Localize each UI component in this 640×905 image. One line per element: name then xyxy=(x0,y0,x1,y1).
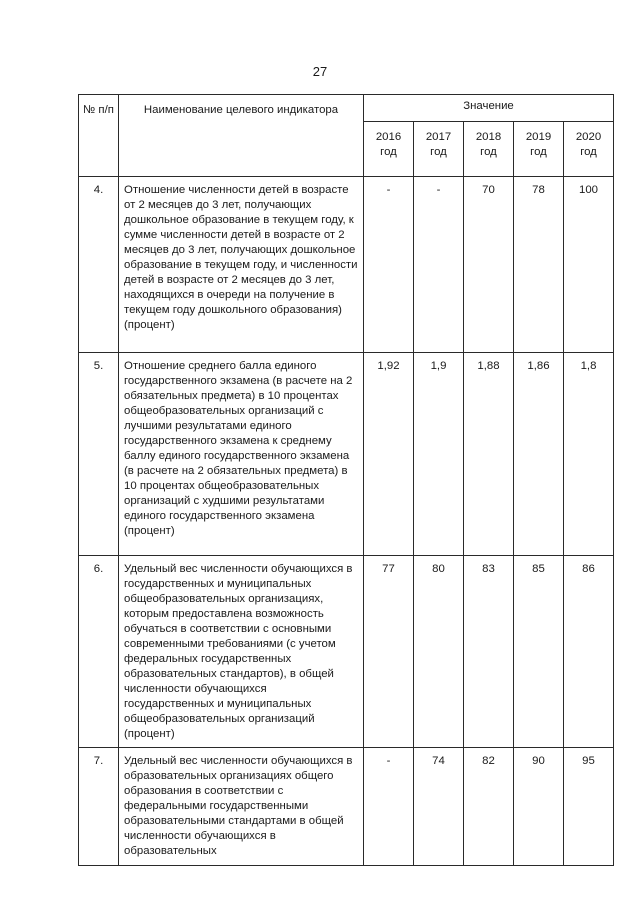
table-row xyxy=(79,353,614,556)
value-cell: 1,86 xyxy=(514,353,564,556)
year-label: 2019 xyxy=(525,131,552,143)
value-cell: - xyxy=(364,177,414,353)
row-number: 5. xyxy=(79,353,119,556)
table-row xyxy=(79,177,614,353)
table-row xyxy=(79,748,614,866)
header-year xyxy=(564,122,614,177)
value-cell: 74 xyxy=(414,748,464,866)
row-number: 6. xyxy=(79,556,119,748)
row-number: 7. xyxy=(79,748,119,866)
header-year xyxy=(464,122,514,177)
value-cell: 86 xyxy=(564,556,614,748)
value-cell: 100 xyxy=(564,177,614,353)
year-unit: год xyxy=(580,146,597,158)
table-row xyxy=(79,556,614,748)
value-cell: 83 xyxy=(464,556,514,748)
header-year xyxy=(414,122,464,177)
row-number: 4. xyxy=(79,177,119,353)
value-cell: 1,9 xyxy=(414,353,464,556)
value-cell: 1,8 xyxy=(564,353,614,556)
indicator-name: Удельный вес численности обучающихся в образовательных организациях общего образования в соответствии с федеральными государственными образовательными стандартами в общей численности обучающихся в образовательных xyxy=(119,748,364,866)
value-cell: 82 xyxy=(464,748,514,866)
year-label: 2020 xyxy=(575,131,602,143)
value-cell: 80 xyxy=(414,556,464,748)
header-year xyxy=(364,122,414,177)
year-label: 2016 xyxy=(375,131,402,143)
year-label: 2018 xyxy=(475,131,502,143)
value-cell: - xyxy=(414,177,464,353)
value-cell: 1,92 xyxy=(364,353,414,556)
indicator-name: Отношение численности детей в возрасте от 2 месяцев до 3 лет, получающих дошкольное образование в текущем году, к сумме численности детей в возрасте от 2 месяцев до 3 лет, получающих дошкольное образование в текущем году, и численности детей в возрасте от 2 месяцев до 3 лет, находящихся в очереди на получение в текущем году дошкольного образования) (процент) xyxy=(119,177,364,353)
header-name: Наименование целевого индикатора xyxy=(119,95,364,177)
value-cell: 1,88 xyxy=(464,353,514,556)
value-cell: 85 xyxy=(514,556,564,748)
year-unit: год xyxy=(480,146,497,158)
value-cell: 90 xyxy=(514,748,564,866)
value-cell: 78 xyxy=(514,177,564,353)
header-year xyxy=(514,122,564,177)
year-unit: год xyxy=(380,146,397,158)
indicators-table xyxy=(78,94,614,866)
value-cell: - xyxy=(364,748,414,866)
header-value: Значение xyxy=(364,95,614,122)
header-row xyxy=(79,95,614,122)
value-cell: 95 xyxy=(564,748,614,866)
year-label: 2017 xyxy=(425,131,452,143)
value-cell: 70 xyxy=(464,177,514,353)
year-unit: год xyxy=(530,146,547,158)
indicator-name: Отношение среднего балла единого государственного экзамена (в расчете на 2 обязательных предмета) в 10 процентах общеобразовательных организаций с лучшими результатами единого государственного экзамена к среднему баллу единого государственного экзамена (в расчете на 2 обязательных предмета) в 10 процентах общеобразовательных организаций с худшими результатами единого государственного экзамена (процент) xyxy=(119,353,364,556)
indicator-name: Удельный вес численности обучающихся в государственных и муниципальных общеобразовательных организациях, которым предоставлена возможность обучаться в соответствии с основными современными требованиями (с учетом федеральных государственных образовательных стандартов), в общей численности обучающихся государственных и муниципальных общеобразовательных организаций (процент) xyxy=(119,556,364,748)
page-number: 27 xyxy=(312,64,328,79)
header-num: № п/п xyxy=(79,95,119,177)
value-cell: 77 xyxy=(364,556,414,748)
year-unit: год xyxy=(430,146,447,158)
